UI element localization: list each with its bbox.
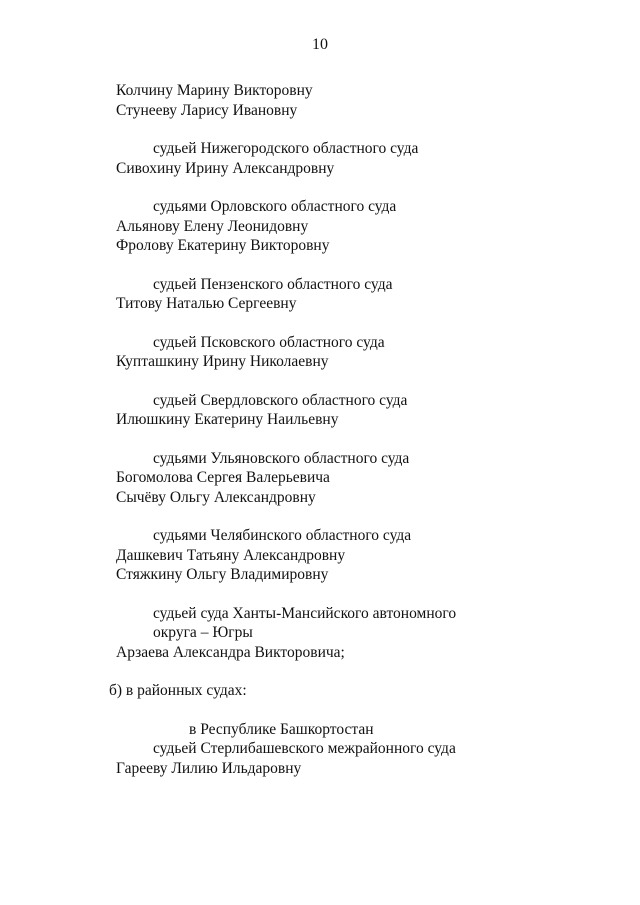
court-heading: судьей Нижегородского областного суда bbox=[153, 140, 419, 157]
court-heading-continuation: округа – Югры bbox=[153, 624, 253, 641]
appointment-block bbox=[0, 333, 640, 372]
court-heading: судьями Челябинского областного суда bbox=[153, 527, 412, 544]
appointee-name: Арзаева Александра Викторовича; bbox=[116, 643, 345, 661]
appointment-block bbox=[0, 197, 640, 256]
appointee-name: Илюшкину Екатерину Наильевну bbox=[116, 411, 339, 428]
region-heading: в Республике Башкортостан bbox=[189, 720, 374, 738]
appointment-block bbox=[0, 391, 640, 430]
court-heading: судьей Стерлибашевского межрайонного суда bbox=[153, 740, 456, 757]
page-number: 10 bbox=[312, 36, 328, 53]
appointee-name: Титову Наталью Сергеевну bbox=[116, 295, 297, 312]
court-heading: судьей Пензенского областного суда bbox=[153, 275, 393, 293]
appointee-name: Стяжкину Ольгу Владимировну bbox=[116, 566, 329, 583]
appointee-name: Гарееву Лилию Ильдаровну bbox=[116, 759, 302, 777]
appointee-name: Купташкину Ирину Николаевну bbox=[116, 353, 329, 370]
appointment-block bbox=[0, 449, 640, 508]
appointment-block bbox=[0, 720, 640, 779]
list-item-heading: б) в районных судах: bbox=[109, 682, 247, 699]
appointee-name: Богомолова Сергея Валерьевича bbox=[116, 469, 330, 486]
appointment-block bbox=[0, 526, 640, 585]
document-body bbox=[0, 81, 640, 778]
appointment-block bbox=[0, 604, 640, 663]
appointee-name: Сивохину Ирину Александровну bbox=[116, 159, 335, 177]
court-heading: судьями Ульяновского областного суда bbox=[153, 449, 410, 467]
appointee-name: Альянову Елену Леонидовну bbox=[116, 217, 309, 235]
court-heading: судьями Орловского областного суда bbox=[153, 198, 397, 215]
appointee-name: Колчину Марину Викторовну bbox=[116, 82, 313, 99]
court-heading: судьей Псковского областного суда bbox=[153, 333, 385, 351]
appointee-name: Сычёву Ольгу Александровну bbox=[116, 488, 316, 506]
court-heading: судьей Свердловского областного суда bbox=[153, 391, 408, 409]
appointee-name: Дашкевич Татьяну Александровну bbox=[116, 546, 346, 564]
appointee-name: Фролову Екатерину Викторовну bbox=[116, 237, 330, 254]
appointee-name: Стунееву Ларису Ивановну bbox=[116, 101, 298, 119]
appointment-block bbox=[0, 139, 640, 178]
court-heading: судьей суда Ханты-Мансийского автономного bbox=[153, 604, 457, 622]
appointment-block bbox=[0, 81, 640, 120]
appointment-block bbox=[0, 275, 640, 314]
